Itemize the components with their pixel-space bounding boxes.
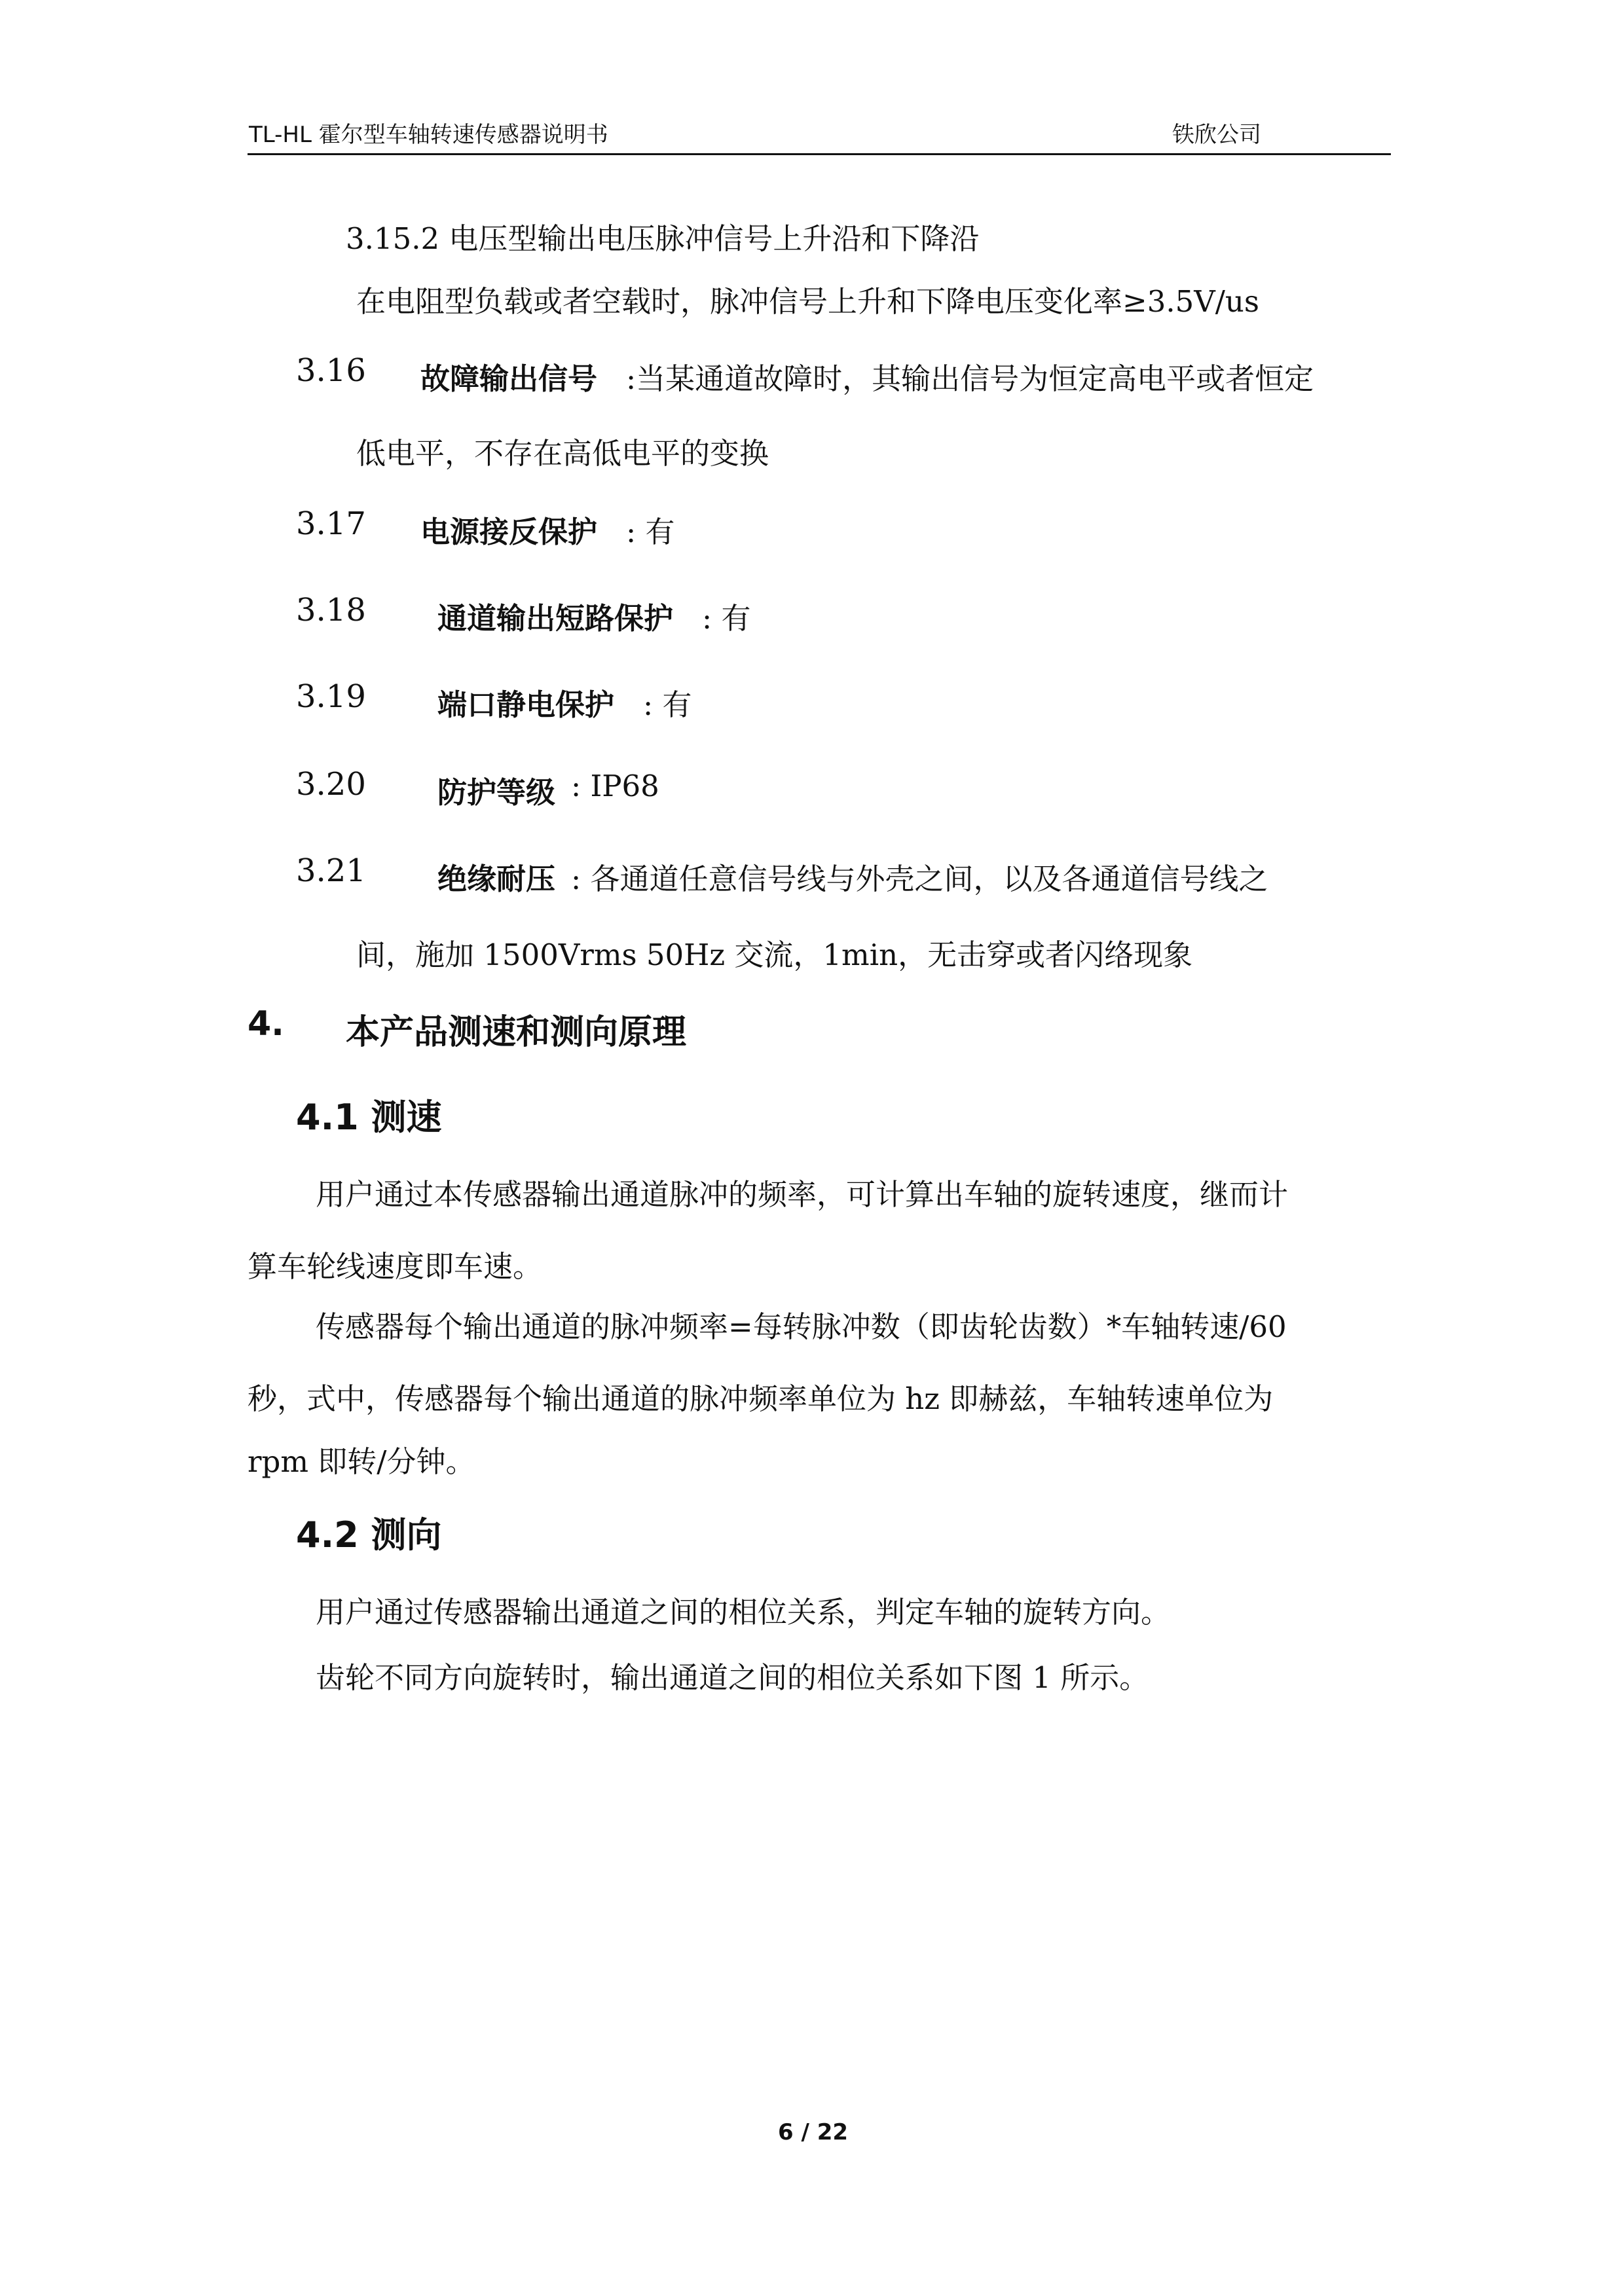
paragraph-line: 用户通过传感器输出通道之间的相位关系，判定车轴的旋转方向。 — [316, 1595, 1171, 1630]
spec-3-15-2-title: 3.15.2 电压型输出电压脉冲信号上升沿和下降沿 — [346, 221, 980, 256]
spec-label: 通道输出短路保护 — [437, 601, 674, 636]
spec-number: 3.19 — [296, 678, 366, 715]
spec-label: 故障输出信号 — [420, 361, 598, 396]
header-doc-title: TL-HL 霍尔型车轴转速传感器说明书 — [249, 122, 608, 148]
page-number: 6 / 22 — [778, 2119, 849, 2145]
section-number: 4. — [248, 1004, 284, 1044]
spec-number: 3.21 — [296, 852, 366, 889]
spec-label: 电源接反保护 — [420, 515, 598, 549]
subsection-title-speed: 4.1 测速 — [296, 1097, 442, 1138]
spec-label: 防护等级 — [437, 775, 556, 810]
spec-label: 端口静电保护 — [437, 687, 615, 722]
spec-number: 3.20 — [296, 766, 366, 803]
paragraph-line: 用户通过本传感器输出通道脉冲的频率，可计算出车轴的旋转速度，继而计 — [316, 1177, 1289, 1212]
spec-text-continued: 间，施加 1500Vrms 50Hz 交流，1min，无击穿或者闪络现象 — [356, 938, 1193, 972]
paragraph-line: 传感器每个输出通道的脉冲频率=每转脉冲数（即齿轮齿数）*车轴转速/60 — [316, 1309, 1287, 1344]
spec-number: 3.17 — [296, 505, 366, 542]
spec-text: : 各通道任意信号线与外壳之间，以及各通道信号线之 — [571, 862, 1268, 896]
spec-text-continued: 低电平，不存在高低电平的变换 — [356, 436, 769, 471]
header-company: 铁欣公司 — [1172, 122, 1261, 148]
paragraph-line: 秒，式中，传感器每个输出通道的脉冲频率单位为 hz 即赫兹，车轴转速单位为 — [248, 1381, 1274, 1416]
spec-text: : 有 — [626, 515, 675, 549]
spec-number: 3.16 — [296, 352, 366, 389]
spec-number: 3.18 — [296, 592, 366, 629]
paragraph-line: rpm 即转/分钟。 — [248, 1444, 475, 1479]
spec-label: 绝缘耐压 — [437, 862, 556, 896]
spec-text: :当某通道故障时，其输出信号为恒定高电平或者恒定 — [626, 361, 1314, 396]
section-title: 本产品测速和测向原理 — [346, 1013, 687, 1052]
paragraph-line: 齿轮不同方向旋转时，输出通道之间的相位关系如下图 1 所示。 — [316, 1660, 1149, 1695]
subsection-title-direction: 4.2 测向 — [296, 1514, 442, 1556]
spec-text: : IP68 — [571, 769, 659, 803]
header-divider — [248, 153, 1391, 155]
spec-text: : 有 — [643, 687, 692, 722]
spec-3-15-2-text: 在电阻型负载或者空载时，脉冲信号上升和下降电压变化率≥3.5V/us — [356, 284, 1260, 319]
spec-text: : 有 — [702, 601, 751, 636]
paragraph-line: 算车轮线速度即车速。 — [248, 1249, 543, 1284]
